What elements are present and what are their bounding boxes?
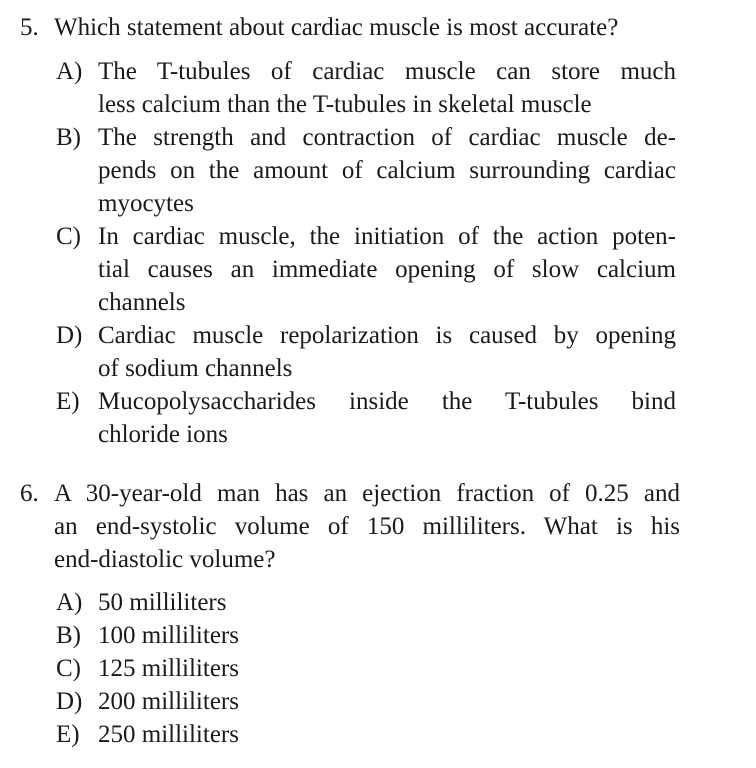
option-line: The strength and contraction of cardiac muscle de- — [98, 124, 676, 151]
option-b[interactable] — [56, 121, 676, 220]
option-letter: C) — [56, 655, 81, 682]
option-letter: B) — [56, 124, 81, 151]
option-line: channels — [98, 289, 186, 316]
option-line: Mucopolysaccharides inside the T-tubules bind — [98, 388, 676, 415]
option-line: chloride ions — [98, 421, 228, 448]
question-6-options — [56, 586, 676, 751]
option-text: 125 milliliters — [98, 655, 239, 682]
option-letter: B) — [56, 622, 81, 649]
option-letter: E) — [56, 388, 80, 415]
option-line: myocytes — [98, 190, 194, 217]
question-line: an end-systolic volume of 150 milliliters. What is his — [54, 513, 680, 540]
option-text — [98, 55, 676, 121]
option-e[interactable] — [56, 385, 676, 451]
option-c[interactable] — [56, 652, 676, 685]
option-letter: A) — [56, 58, 83, 85]
option-text: 50 milliliters — [98, 589, 227, 616]
option-a[interactable] — [56, 586, 676, 619]
option-line: In cardiac muscle, the initiation of the action poten- — [98, 223, 676, 250]
option-text — [98, 220, 676, 319]
option-text: 250 milliliters — [98, 721, 239, 748]
option-a[interactable] — [56, 55, 676, 121]
option-letter: A) — [56, 589, 83, 616]
question-number: 5. — [20, 14, 39, 41]
option-line: tial causes an immediate opening of slow calcium — [98, 256, 676, 283]
option-d[interactable] — [56, 685, 676, 718]
question-number: 6. — [20, 480, 39, 507]
question-text: Which statement about cardiac muscle is most accurate? — [54, 14, 619, 41]
option-line: less calcium than the T-tubules in skeletal muscle — [98, 91, 592, 118]
option-text — [98, 319, 676, 385]
option-line: pends on the amount of calcium surrounding cardiac — [98, 157, 676, 184]
option-text — [98, 121, 676, 220]
option-line: The T-tubules of cardiac muscle can store much — [98, 58, 676, 85]
option-d[interactable] — [56, 319, 676, 385]
option-line: Cardiac muscle repolarization is caused by opening — [98, 322, 676, 349]
option-line: of sodium channels — [98, 355, 293, 382]
option-text: 200 milliliters — [98, 688, 239, 715]
question-line: end-diastolic volume? — [54, 546, 276, 573]
option-text: 100 milliliters — [98, 622, 239, 649]
question-text — [54, 477, 680, 576]
question-line: A 30-year-old man has an ejection fraction of 0.25 and — [54, 480, 680, 507]
option-letter: D) — [56, 688, 83, 715]
question-6-stem — [20, 477, 680, 576]
question-5-options — [56, 55, 676, 451]
question-5-stem — [20, 11, 680, 44]
option-e[interactable] — [56, 718, 676, 751]
option-c[interactable] — [56, 220, 676, 319]
option-letter: C) — [56, 223, 81, 250]
option-b[interactable] — [56, 619, 676, 652]
option-text — [98, 385, 676, 451]
option-letter: E) — [56, 721, 80, 748]
option-letter: D) — [56, 322, 83, 349]
